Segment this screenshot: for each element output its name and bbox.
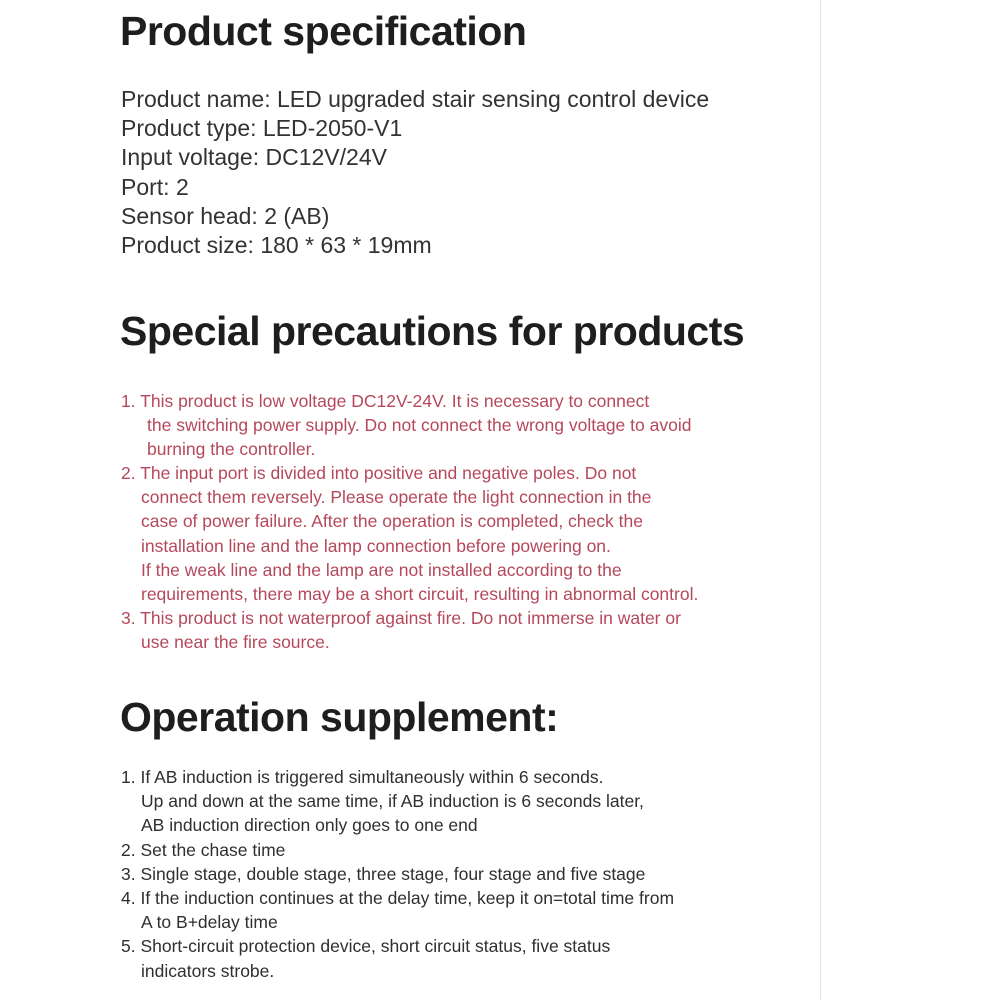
precaution-line: case of power failure. After the operation is completed, check the [141, 511, 643, 532]
precaution-item [121, 389, 698, 461]
spec-sensor-head: Sensor head: 2 (AB) [121, 202, 330, 229]
operation-item [121, 765, 674, 838]
operation-item [121, 934, 674, 982]
operation-item [121, 886, 674, 934]
precaution-item [121, 606, 698, 654]
operation-list [121, 765, 674, 983]
spec-port: Port: 2 [121, 173, 189, 200]
operation-line: indicators strobe. [141, 960, 275, 981]
operation-item [121, 862, 674, 886]
operation-line: Up and down at the same time, if AB induction is 6 seconds later, [141, 791, 644, 812]
spec-input-voltage: Input voltage: DC12V/24V [121, 144, 387, 171]
operation-line: 1. If AB induction is triggered simultaneously within 6 seconds. [121, 767, 604, 787]
precautions-title: Special precautions for products [120, 308, 745, 354]
page-divider [820, 0, 821, 1000]
operation-line: A to B+delay time [141, 912, 278, 933]
operation-item [121, 838, 674, 862]
precaution-line: connect them reversely. Please operate the light connection in the [141, 487, 652, 508]
spec-product-name: Product name: LED upgraded stair sensing control device [121, 86, 710, 112]
spec-title: Product specification [120, 8, 527, 54]
operation-title: Operation supplement: [120, 694, 559, 740]
precaution-line: 3. This product is not waterproof against fire. Do not immerse in water or [121, 607, 681, 628]
precaution-line: If the weak line and the lamp are not installed according to the [141, 559, 622, 580]
precaution-line: the switching power supply. Do not connect the wrong voltage to avoid [147, 415, 692, 436]
operation-line: 5. Short-circuit protection device, short circuit status, five status [121, 936, 611, 957]
operation-line: 2. Set the chase time [121, 839, 286, 860]
precaution-line: 2. The input port is divided into positive and negative poles. Do not [121, 463, 637, 484]
precaution-line: 1. This product is low voltage DC12V-24V. It is necessary to connect [121, 391, 650, 411]
operation-line: AB induction direction only goes to one end [141, 815, 478, 836]
spec-list [121, 85, 709, 260]
spec-product-size: Product size: 180 * 63 * 19mm [121, 231, 432, 258]
precaution-line: use near the fire source. [141, 631, 330, 652]
precaution-line: installation line and the lamp connection before powering on. [141, 535, 611, 556]
operation-line: 3. Single stage, double stage, three stage, four stage and five stage [121, 863, 646, 884]
precaution-item [121, 461, 698, 606]
spec-product-type: Product type: LED-2050-V1 [121, 115, 403, 142]
precautions-list [121, 389, 698, 654]
precaution-line: burning the controller. [147, 439, 316, 460]
operation-line: 4. If the induction continues at the delay time, keep it on=total time from [121, 887, 675, 908]
precaution-line: requirements, there may be a short circuit, resulting in abnormal control. [141, 583, 699, 604]
